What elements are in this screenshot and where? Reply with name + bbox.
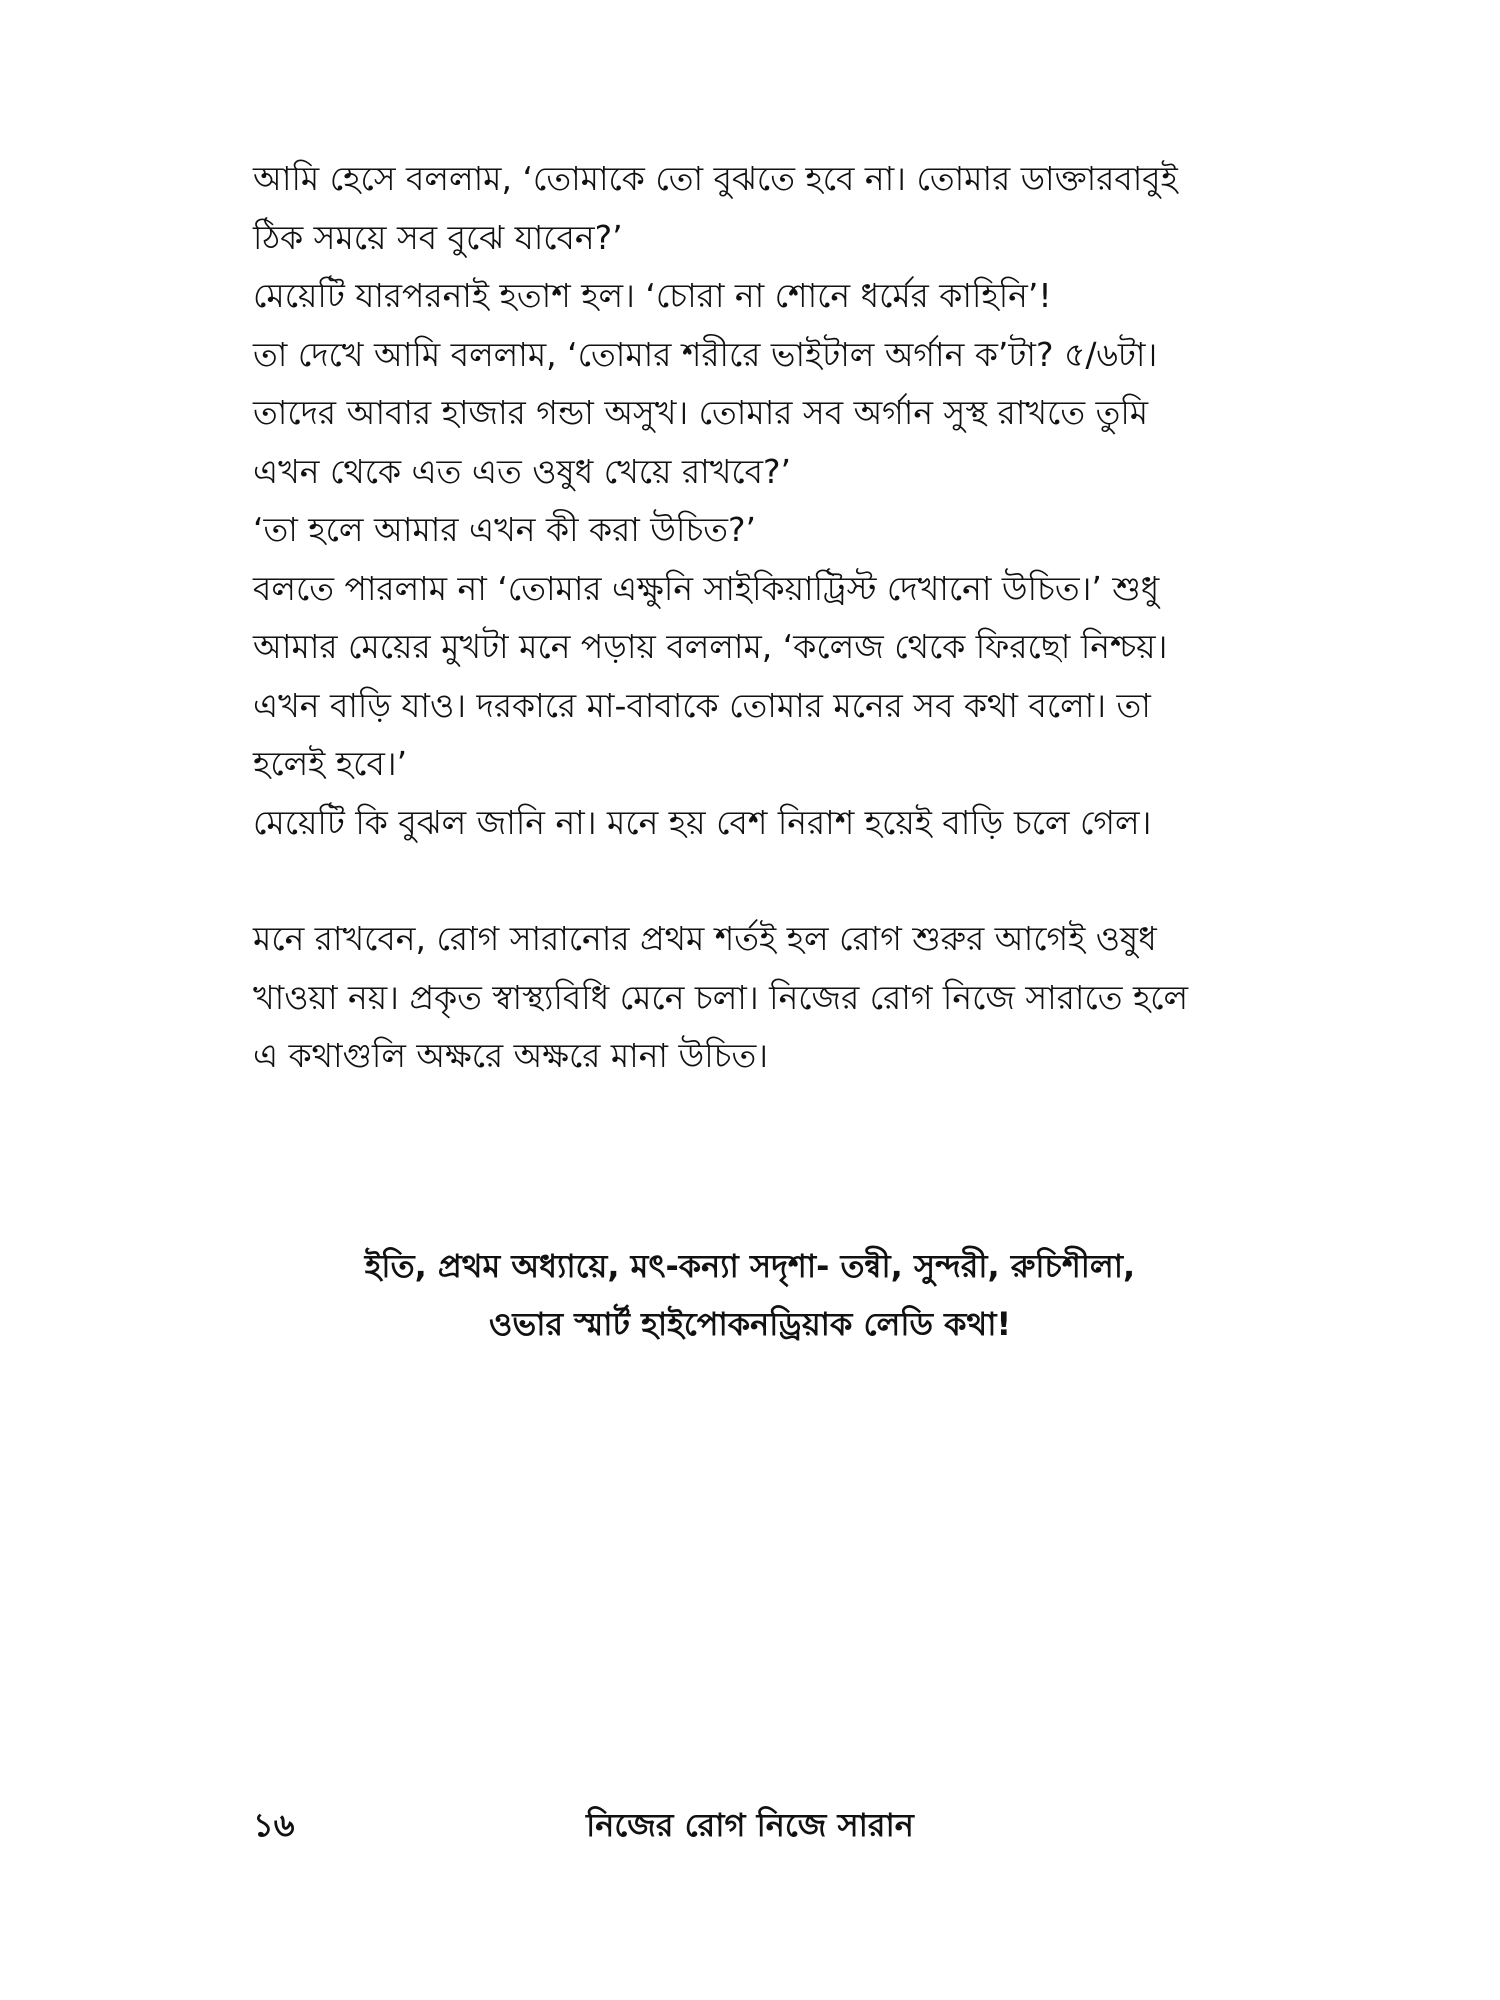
- text-line: আমার মেয়ের মুখটা মনে পড়ায় বললাম, ‘কলেজ থেকে ফিরছো নিশ্চয়।: [253, 627, 1168, 666]
- text-line: মেয়েটি কি বুঝল জানি না। মনে হয় বেশ নিরাশ হয়েই বাড়ি চলে গেল।: [253, 802, 1152, 842]
- text-line: বলতে পারলাম না ‘তোমার এক্ষুনি সাইকিয়াট্রিস্ট দেখানো উচিত।’ শুধু: [253, 568, 1160, 608]
- text-line: তা দেখে আমি বললাম, ‘তোমার শরীরে ভাইটাল অর্গান ক’টা? ৫/৬টা।: [253, 334, 1158, 374]
- text-line: আমি হেসে বললাম, ‘তোমাকে তো বুঝতে হবে না। তোমার ডাক্তারবাবুই: [253, 159, 1178, 198]
- text-line: তাদের আবার হাজার গন্ডা অসুখ। তোমার সব অর্গান সুস্থ রাখতে তুমি: [253, 393, 1149, 432]
- text-line: ‘তা হলে আমার এখন কী করা উচিত?’: [253, 510, 757, 549]
- text-line: এখন বাড়ি যাও। দরকারে মা-বাবাকে তোমার মনের সব কথা বলো। তা: [253, 685, 1151, 725]
- text-line: খাওয়া নয়। প্রকৃত স্বাস্থ্যবিধি মেনে চলা। নিজের রোগ নিজে সারাতে হলে: [253, 977, 1189, 1017]
- text-line: মনে রাখবেন, রোগ সারানোর প্রথম শর্তই হল রোগ শুরুর আগেই ওষুধ: [253, 919, 1157, 958]
- text-line: ঠিক সময়ে সব বুঝে যাবেন?’: [253, 217, 623, 257]
- text-line: এখন থেকে এত এত ওষুধ খেয়ে রাখবে?’: [253, 451, 792, 491]
- chapter-closing-note: [0, 1237, 1500, 1353]
- paragraph-gap: [253, 852, 1253, 910]
- closing-line: ইতি, প্রথম অধ্যায়ে, মৎ-কন্যা সদৃশা- তন্বী, সুন্দরী, রুচিশীলা,: [364, 1247, 1136, 1285]
- text-line: এ কথাগুলি অক্ষরে অক্ষরে মানা উচিত।: [253, 1036, 769, 1075]
- page-number: ১৬: [253, 1806, 295, 1844]
- text-line: হলেই হবে।’: [253, 744, 408, 783]
- body-text: [253, 150, 1253, 1086]
- text-line: মেয়েটি যারপরনাই হতাশ হল। ‘চোরা না শোনে ধর্মের কাহিনি’!: [253, 276, 1052, 315]
- closing-line: ওভার স্মার্ট হাইপোকনড্রিয়াক লেডি কথা!: [488, 1305, 1012, 1343]
- book-title: নিজের রোগ নিজে সারান: [586, 1806, 914, 1844]
